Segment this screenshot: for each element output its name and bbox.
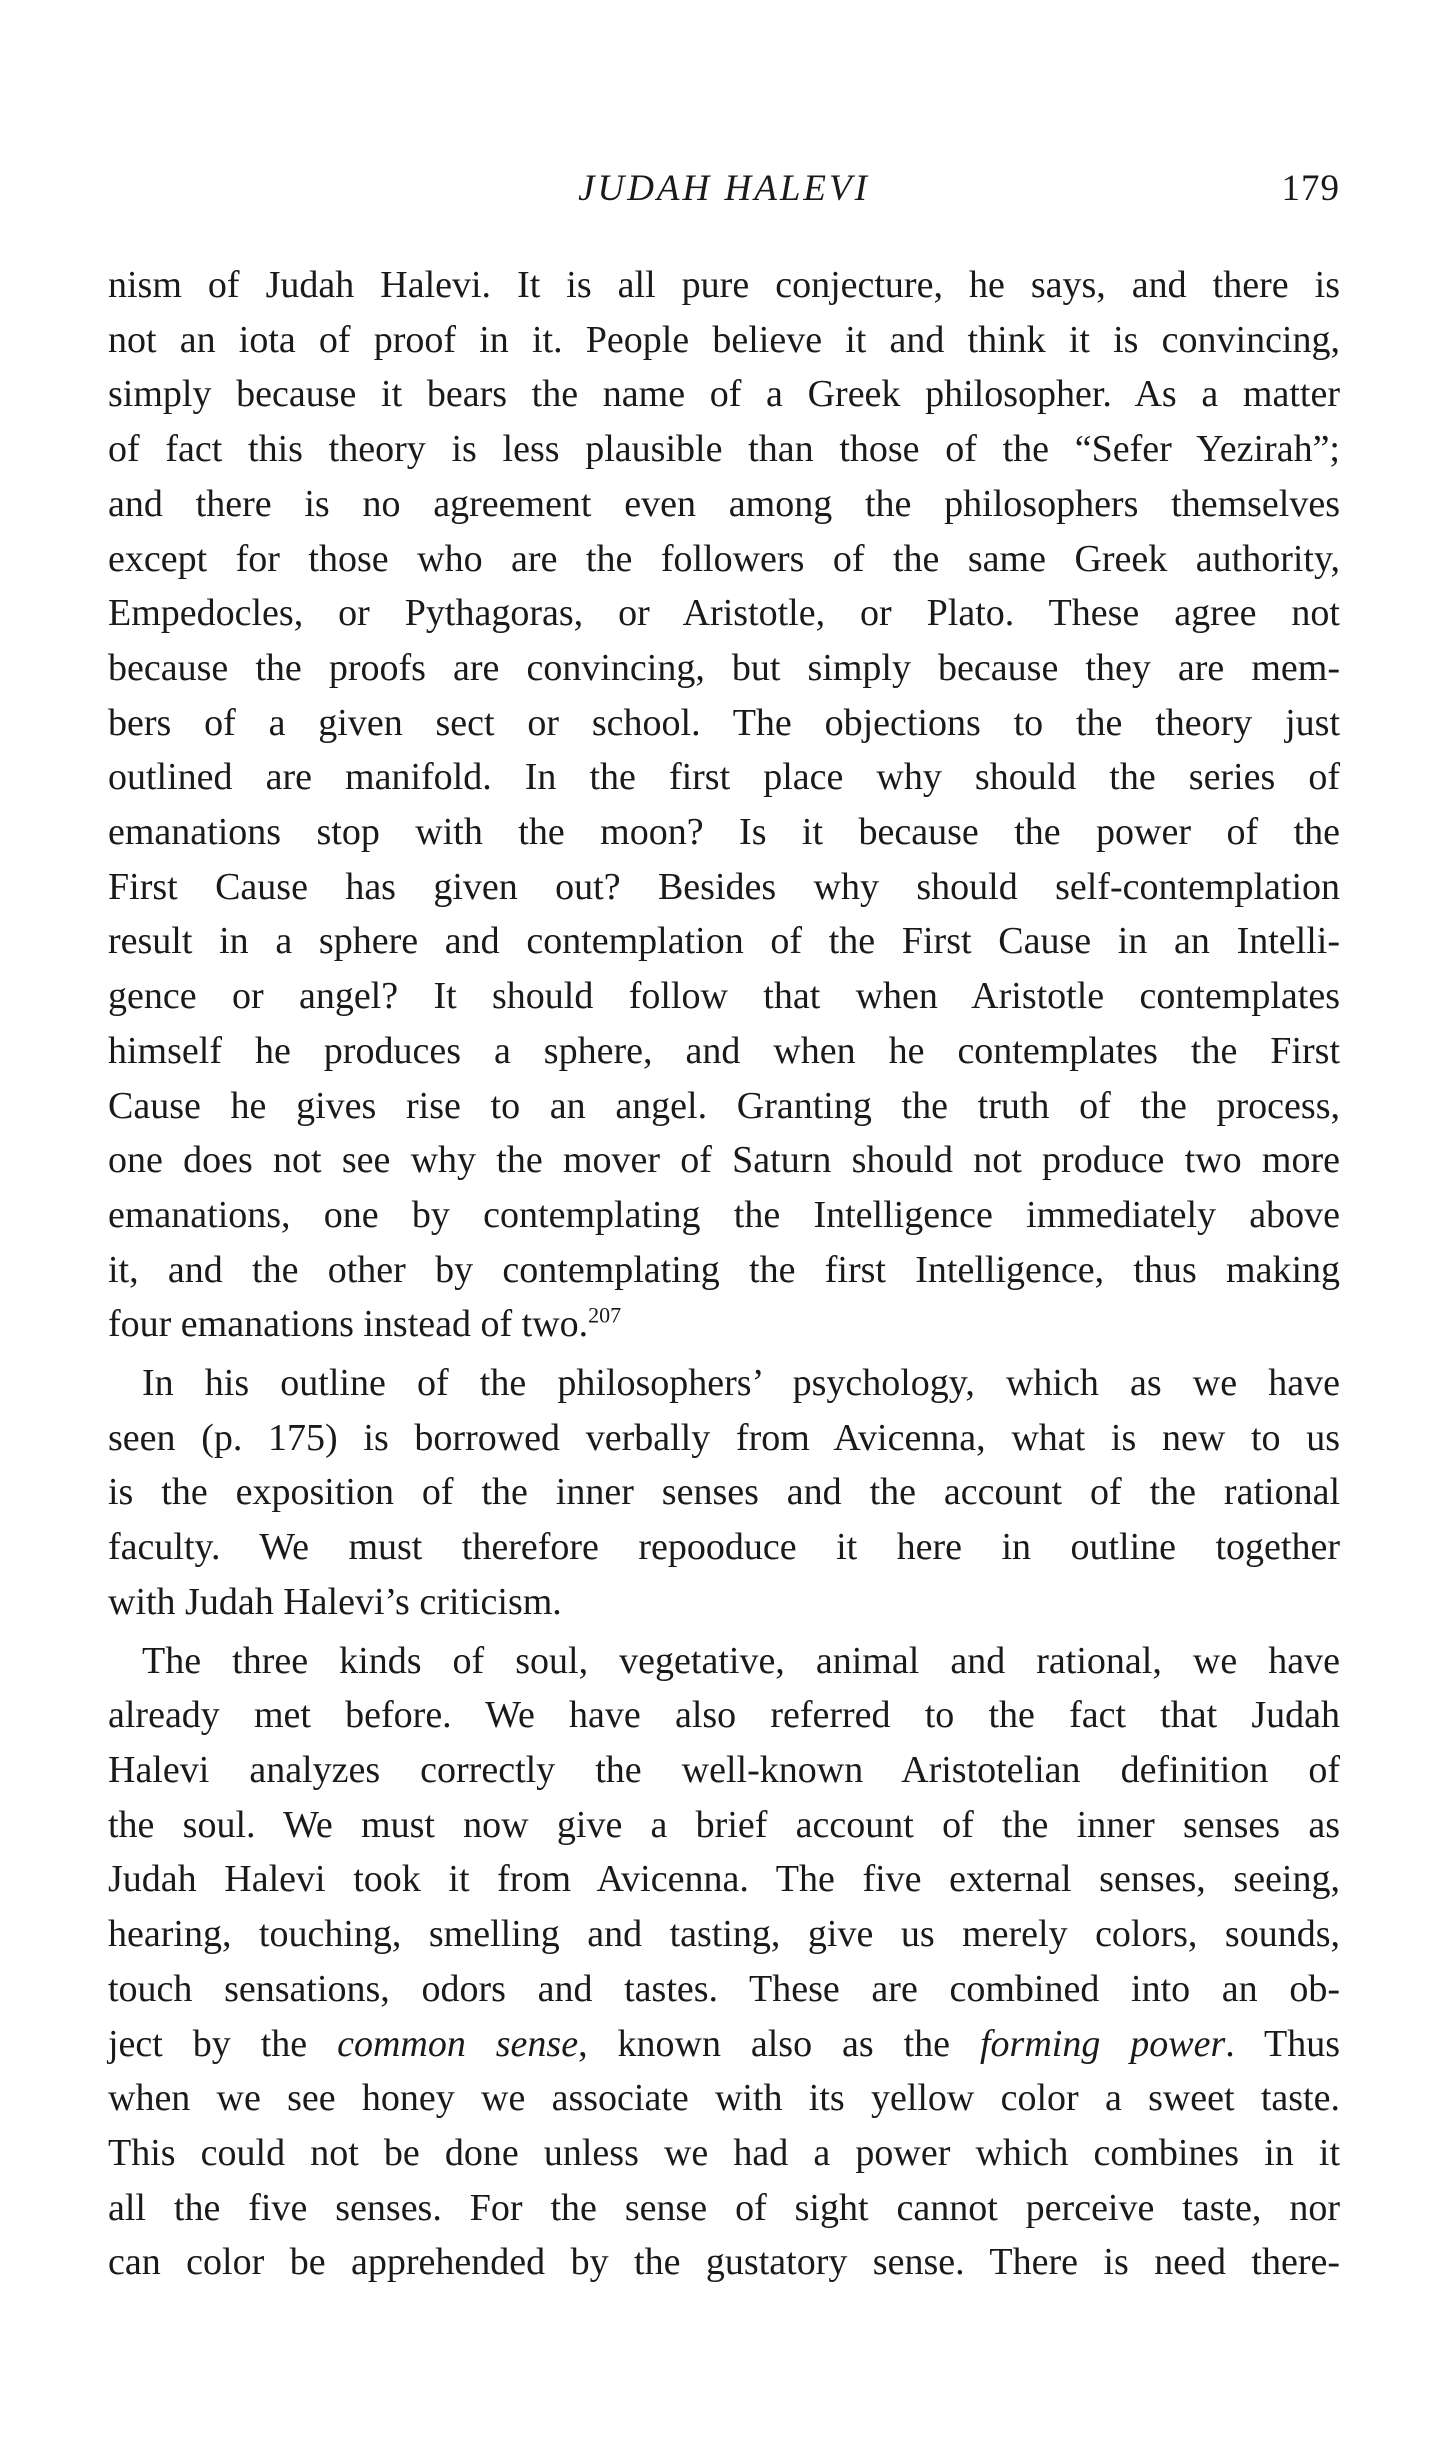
- text-line: it, and the other by contemplating the first Intelligence, thus making: [108, 1248, 1340, 1291]
- text-line: First Cause has given out? Besides why should self-contemplation: [108, 865, 1340, 908]
- footnote-reference[interactable]: 207: [588, 1302, 622, 1328]
- text-line: The three kinds of soul, vegetative, animal and rational, we have: [142, 1639, 1340, 1682]
- text-line: touch sensations, odors and tastes. These are combined into an ob-: [108, 1967, 1340, 2010]
- text-line: and there is no agreement even among the philosophers themselves: [108, 482, 1340, 525]
- text-line: is the exposition of the inner senses and the account of the rational: [108, 1471, 1340, 1514]
- text-line: outlined are manifold. In the first place why should the series of: [108, 756, 1340, 799]
- text-line: emanations, one by contemplating the Intelligence immediately above: [108, 1193, 1340, 1236]
- text-line: seen (p. 175) is borrowed verbally from Avicenna, what is new to us: [108, 1416, 1340, 1459]
- text-line: emanations stop with the moon? Is it because the power of the: [108, 811, 1340, 854]
- text-line: except for those who are the followers of the same Greek authority,: [108, 537, 1340, 580]
- page-number: 179: [1281, 168, 1340, 209]
- text-line: nism of Judah Halevi. It is all pure conjecture, he says, and there is: [108, 264, 1340, 306]
- text-line-content: four emanations instead of two.: [108, 1303, 589, 1346]
- text-line: This could not be done unless we had a power which combines in it: [108, 2131, 1340, 2174]
- paragraph-3: [108, 1634, 1340, 2290]
- text-line: all the five senses. For the sense of sight cannot perceive taste, nor: [108, 2186, 1340, 2229]
- text-line: one does not see why the mover of Saturn should not produce two more: [108, 1139, 1340, 1182]
- text-line: bers of a given sect or school. The objections to the theory just: [108, 701, 1340, 744]
- text-line: Empedocles, or Pythagoras, or Aristotle, or Plato. These agree not: [108, 592, 1340, 635]
- body-text: [108, 258, 1340, 2290]
- text-line: gence or angel? It should follow that when Aristotle contemplates: [108, 975, 1340, 1018]
- text-line: with Judah Halevi’s criticism.: [108, 1580, 562, 1623]
- text-line: [108, 2017, 1340, 2072]
- text-line: Judah Halevi took it from Avicenna. The five external senses, seeing,: [108, 1858, 1340, 1901]
- text-line: Cause he gives rise to an angel. Granting the truth of the process,: [108, 1084, 1340, 1127]
- text-line: In his outline of the philosophers’ psychology, which as we have: [142, 1362, 1340, 1405]
- term-common-sense: common sense: [337, 2022, 579, 2065]
- text-line: result in a sphere and contemplation of the First Cause in an Intelli-: [108, 920, 1340, 963]
- running-head: [108, 164, 1340, 214]
- text-line: of fact this theory is less plausible than those of the “Sefer Yezirah”;: [108, 428, 1340, 471]
- text-line: the soul. We must now give a brief account of the inner senses as: [108, 1803, 1340, 1846]
- text-line: [108, 1297, 1340, 1352]
- term-forming-power: forming power: [979, 2022, 1226, 2065]
- text-segment: ject by the: [108, 2022, 338, 2065]
- text-line: already met before. We have also referred to the fact that Judah: [108, 1694, 1340, 1737]
- paragraph-2: [108, 1356, 1340, 1630]
- text-line: faculty. We must therefore repooduce it here in outline together: [108, 1526, 1340, 1569]
- text-segment: . Thus: [1225, 2022, 1340, 2065]
- text-line: Halevi analyzes correctly the well-known Aristotelian definition of: [108, 1748, 1340, 1791]
- text-line: himself he produces a sphere, and when he contemplates the First: [108, 1029, 1340, 1072]
- text-line: because the proofs are convincing, but simply because they are mem-: [108, 646, 1340, 689]
- paragraph-1: [108, 258, 1340, 1352]
- text-line: when we see honey we associate with its yellow color a sweet taste.: [108, 2077, 1340, 2120]
- running-title: JUDAH HALEVI: [578, 168, 870, 209]
- text-line: simply because it bears the name of a Greek philosopher. As a matter: [108, 373, 1340, 416]
- text-segment: , known also as the: [578, 2022, 980, 2065]
- text-line: not an iota of proof in it. People believe it and think it is convincing,: [108, 318, 1340, 361]
- text-line: can color be apprehended by the gustatory sense. There is need there-: [108, 2241, 1340, 2284]
- text-line: hearing, touching, smelling and tasting, give us merely colors, sounds,: [108, 1913, 1340, 1956]
